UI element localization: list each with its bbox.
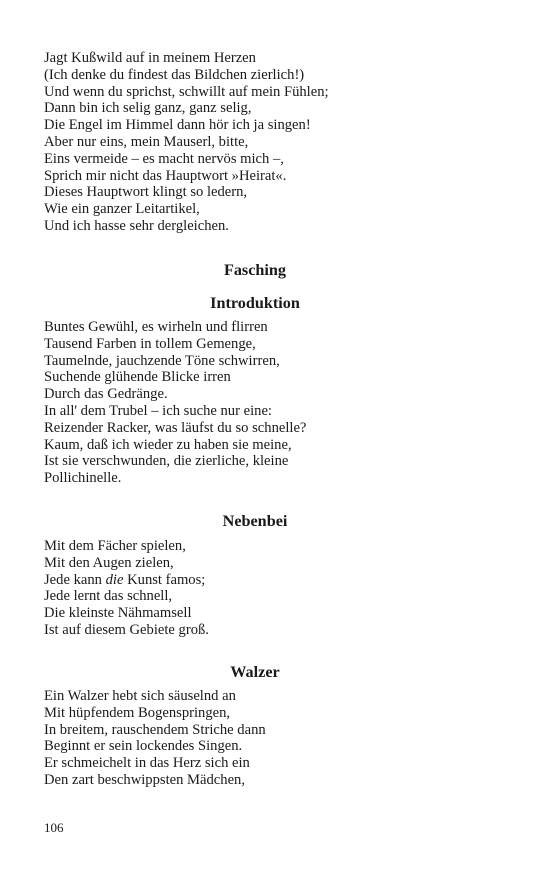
verse-line: Und ich hasse sehr dergleichen. bbox=[44, 217, 229, 234]
verse-line: Kaum, daß ich wieder zu haben sie meine, bbox=[44, 436, 292, 453]
verse-line: Buntes Gewühl, es wirheln und flirren bbox=[44, 319, 268, 335]
verse-line: Ist sie verschwunden, die zierliche, kleine bbox=[44, 453, 289, 470]
verse-line: Tausend Farben in tollem Gemenge, bbox=[44, 335, 256, 352]
verse-line: Aber nur eins, mein Mauserl, bitte, bbox=[44, 133, 249, 150]
section-subtitle-introduktion: Introduktion bbox=[210, 294, 300, 312]
verse-line: Durch das Gedränge. bbox=[44, 386, 168, 403]
verse-line: Eins vermeide – es macht nervös mich –, bbox=[44, 150, 284, 167]
verse-text: Kunst famos; bbox=[123, 571, 206, 588]
verse-line: Er schmeichelt in das Herz sich ein bbox=[44, 755, 250, 772]
verse-line: Pollichinelle. bbox=[44, 470, 122, 487]
verse-line: Sprich mir nicht das Hauptwort »Heirat«. bbox=[44, 167, 287, 184]
verse-line: Reizender Racker, was läufst du so schnelle? bbox=[44, 419, 307, 436]
verse-line: Und wenn du sprichst, schwillt auf mein Fühlen; bbox=[44, 83, 329, 100]
verse-line: Den zart beschwippsten Mädchen, bbox=[44, 771, 245, 788]
verse-line: Jede lernt das schnell, bbox=[44, 588, 173, 605]
verse-line: Dieses Hauptwort klingt so ledern, bbox=[44, 184, 248, 201]
verse-line: Die Engel im Himmel dann hör ich ja singen! bbox=[44, 117, 311, 134]
verse-line: In breitem, rauschendem Striche dann bbox=[44, 721, 266, 738]
verse-line-with-emphasis bbox=[44, 572, 484, 589]
verse-line: Mit den Augen zielen, bbox=[44, 554, 174, 571]
verse-line: Taumelnde, jauchzende Töne schwirren, bbox=[44, 352, 280, 369]
section-title-nebenbei: Nebenbei bbox=[222, 512, 288, 530]
page-number: 106 bbox=[44, 820, 64, 835]
stanza-walzer bbox=[44, 688, 484, 789]
section-title-fasching: Fasching bbox=[223, 261, 287, 279]
verse-line: Jagt Kußwild auf in meinem Herzen bbox=[44, 50, 256, 66]
section-title-walzer: Walzer bbox=[230, 663, 280, 681]
verse-line: (Ich denke du findest das Bildchen zierlich!) bbox=[44, 66, 305, 83]
stanza-introduktion bbox=[44, 319, 484, 487]
emphasis-word: die bbox=[105, 571, 124, 588]
stanza-nebenbei bbox=[44, 538, 484, 639]
verse-text: Jede kann bbox=[44, 571, 106, 588]
verse-line: Wie ein ganzer Leitartikel, bbox=[44, 201, 200, 218]
verse-line: Mit hüpfendem Bogenspringen, bbox=[44, 704, 231, 721]
verse-line: Ist auf diesem Gebiete groß. bbox=[44, 621, 209, 638]
verse-line: Mit dem Fächer spielen, bbox=[44, 538, 186, 554]
verse-line: Dann bin ich selig ganz, ganz selig, bbox=[44, 100, 252, 117]
verse-line: Suchende glühende Blicke irren bbox=[44, 369, 231, 386]
verse-line: Ein Walzer hebt sich säuselnd an bbox=[44, 688, 236, 704]
verse-line: In all' dem Trubel – ich suche nur eine: bbox=[44, 402, 272, 419]
verse-line: Beginnt er sein lockendes Singen. bbox=[44, 738, 243, 755]
verse-line: Die kleinste Nähmamsell bbox=[44, 605, 192, 622]
stanza-intro bbox=[44, 50, 484, 235]
